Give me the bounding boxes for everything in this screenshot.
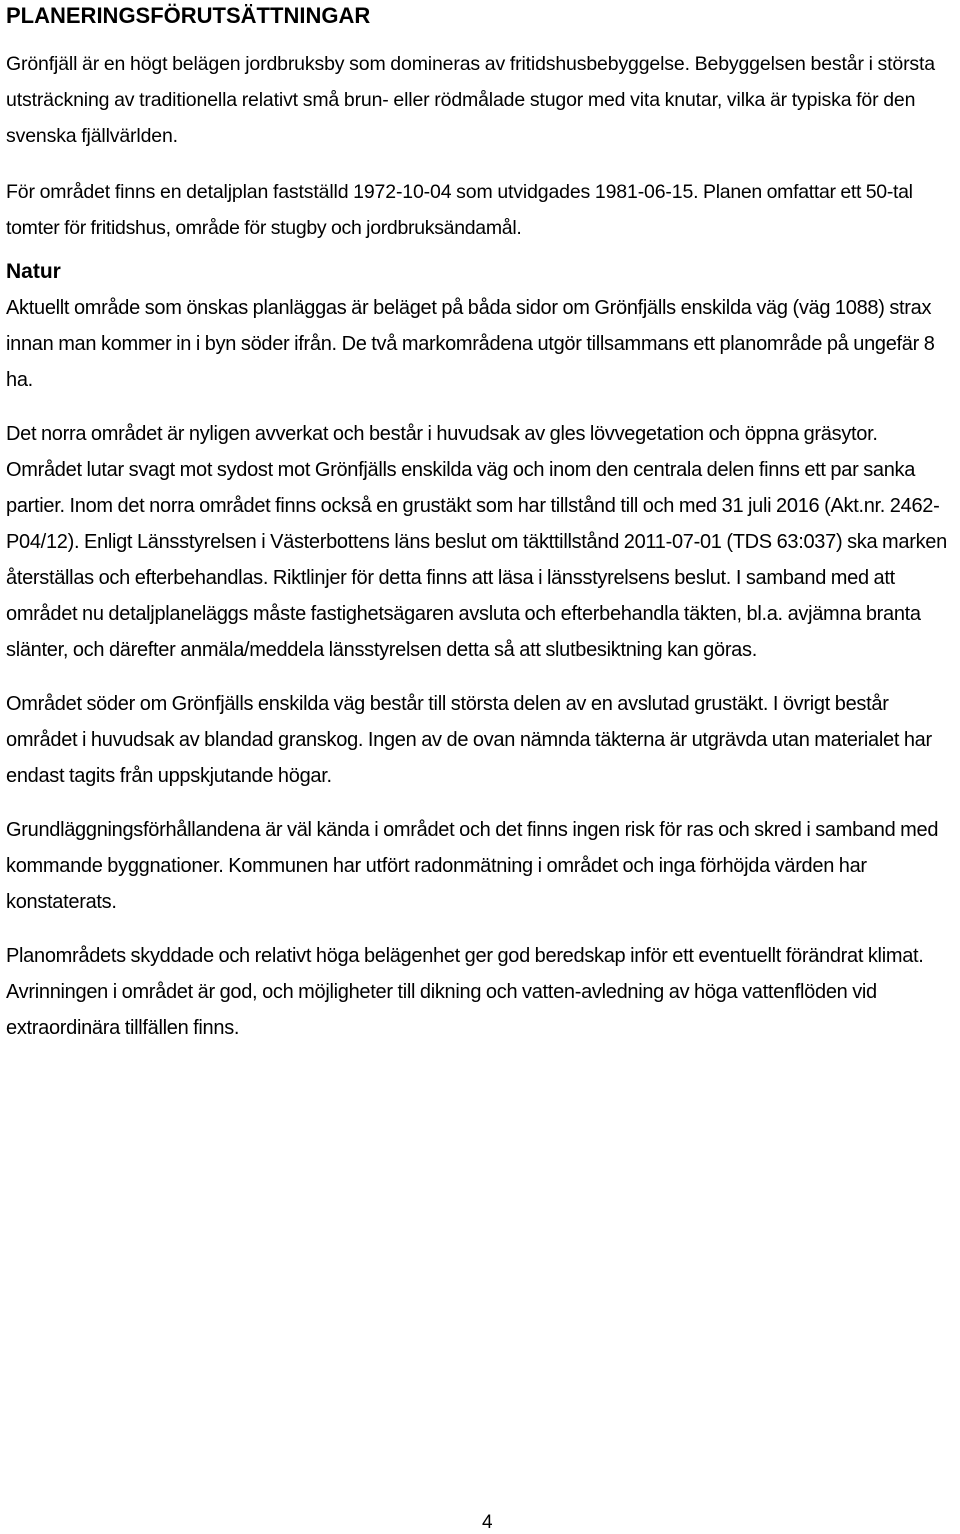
intro-paragraph: Grönfjäll är en högt belägen jordbruksby som domineras av fritidshusbebyggelse. Bebyggelsen består i största utsträckning av traditionella relativt små brun- eller rödmålade stugor med vita knutar, vilka är typiska för den svenska fjällvärlden.	[6, 53, 935, 147]
plan-paragraph	[6, 174, 956, 246]
plan-paragraph-part1: För området finns en detaljplan fastställd 1972-10-04 som utvidgades 1981-06-15.	[6, 181, 699, 203]
plan-paragraph-part2: Planen omfattar ett 50-tal tomter för fritidshus, område för stugby och jordbruksändamål.	[6, 181, 913, 239]
north-area-paragraph: Det norra området är nyligen avverkat och består i huvudsak av gles lövvegetation och öppna gräsytor. Området lutar svagt mot sydost mot Grönfjälls enskilda väg och inom den centrala delen finns ett par sanka partier. Inom det norra området finns också en grustäkt som har tillstånd till och med 31 juli 2016 (Akt.nr. 2462-P04/12). Enligt Länsstyrelsen i Västerbottens läns beslut om täkttillstånd 2011-07-01 (TDS 63:037) ska marken återställas och efterbehandlas. Riktlinjer för detta finns att läsa i länsstyrelsens beslut. I samband med att området nu detaljplaneläggs måste fastighetsägaren avsluta och efterbehandla täkten, bl.a. avjämna branta slänter, och därefter anmäla/meddela länsstyrelsen detta så att slutbesiktning kan göras.	[6, 423, 947, 661]
south-area-paragraph: Området söder om Grönfjälls enskilda väg består till största delen av en avslutad grustäkt. I övrigt består området i huvudsak av blandad granskog. Ingen av de ovan nämnda täkterna är utgrävda utan materialet har endast tagits från uppskjutande högar.	[6, 693, 932, 787]
document-title: PLANERINGSFÖRUTSÄTTNINGAR	[6, 3, 371, 28]
climate-paragraph: Planområdets skyddade och relativt höga belägenhet ger god beredskap inför ett eventuellt förändrat klimat. Avrinningen i området är god, och möjligheter till dikning och vatten-avledning av höga vattenflöden vid extraordinära tillfällen finns.	[6, 945, 924, 1039]
page-number: 4	[482, 1512, 493, 1533]
document-page	[6, 0, 956, 1046]
foundation-paragraph: Grundläggningsförhållandena är väl kända i området och det finns ingen risk för ras och skred i samband med kommande byggnationer. Kommunen har utfört radonmätning i området och inga förhöjda värden har konstaterats.	[6, 819, 939, 913]
nature-heading: Natur	[6, 260, 61, 283]
nature-paragraph: Aktuellt område som önskas planläggas är beläget på båda sidor om Grönfjälls enskilda väg (väg 1088) strax innan man kommer in i byn söder ifrån. De två markområdena utgör tillsammans ett planområde på ungefär 8 ha.	[6, 297, 935, 391]
